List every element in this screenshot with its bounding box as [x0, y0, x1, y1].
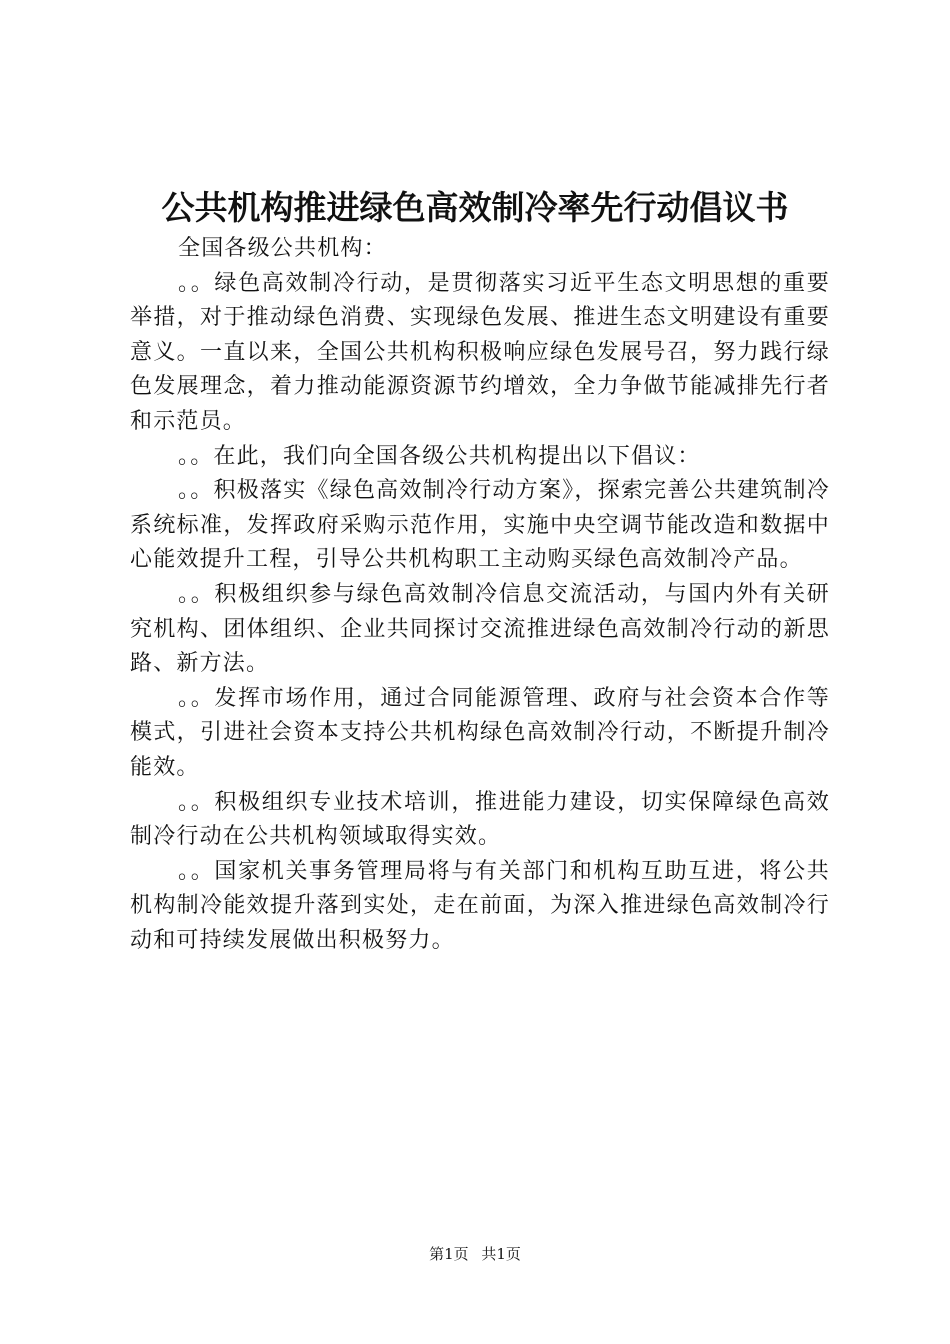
body-paragraph: 。。发挥市场作用，通过合同能源管理、政府与社会资本合作等模式，引进社会资本支持公共机构绿色高效制冷行动，不断提升制冷能效。: [130, 685, 830, 780]
body-paragraph: 。。在此，我们向全国各级公共机构提出以下倡议：: [178, 443, 701, 469]
document-title: 公共机构推进绿色高效制冷率先行动倡议书: [161, 188, 789, 227]
salutation: 全国各级公共机构：: [178, 236, 387, 261]
body-paragraph: 。。积极组织专业技术培训，推进能力建设，切实保障绿色高效制冷行动在公共机构领域取得实效。: [130, 789, 830, 850]
body-paragraph: 。。国家机关事务管理局将与有关部门和机构互助互进，将公共机构制冷能效提升落到实处，走在前面，为深入推进绿色高效制冷行动和可持续发展做出积极努力。: [130, 858, 830, 953]
document-body: [130, 232, 830, 958]
body-paragraph: 。。积极组织参与绿色高效制冷信息交流活动，与国内外有关研究机构、团体组织、企业共同探讨交流推进绿色高效制冷行动的新思路、新方法。: [130, 581, 830, 677]
page-footer: [0, 1244, 950, 1264]
body-paragraph: 。。积极落实《绿色高效制冷行动方案》，探索完善公共建筑制冷系统标准，发挥政府采购示范作用，实施中央空调节能改造和数据中心能效提升工程，引导公共机构职工主动购买绿色高效制冷产品。: [130, 478, 830, 573]
page-total: 共1页: [481, 1245, 521, 1263]
page-number: 第1页: [429, 1245, 469, 1263]
body-paragraph: 。。绿色高效制冷行动，是贯彻落实习近平生态文明思想的重要举措，对于推动绿色消费、实现绿色发展、推进生态文明建设有重要意义。一直以来，全国公共机构积极响应绿色发展号召，努力践行绿色发展理念，着力推动能源资源节约增效，全力争做节能减排先行者和示范员。: [130, 270, 830, 434]
